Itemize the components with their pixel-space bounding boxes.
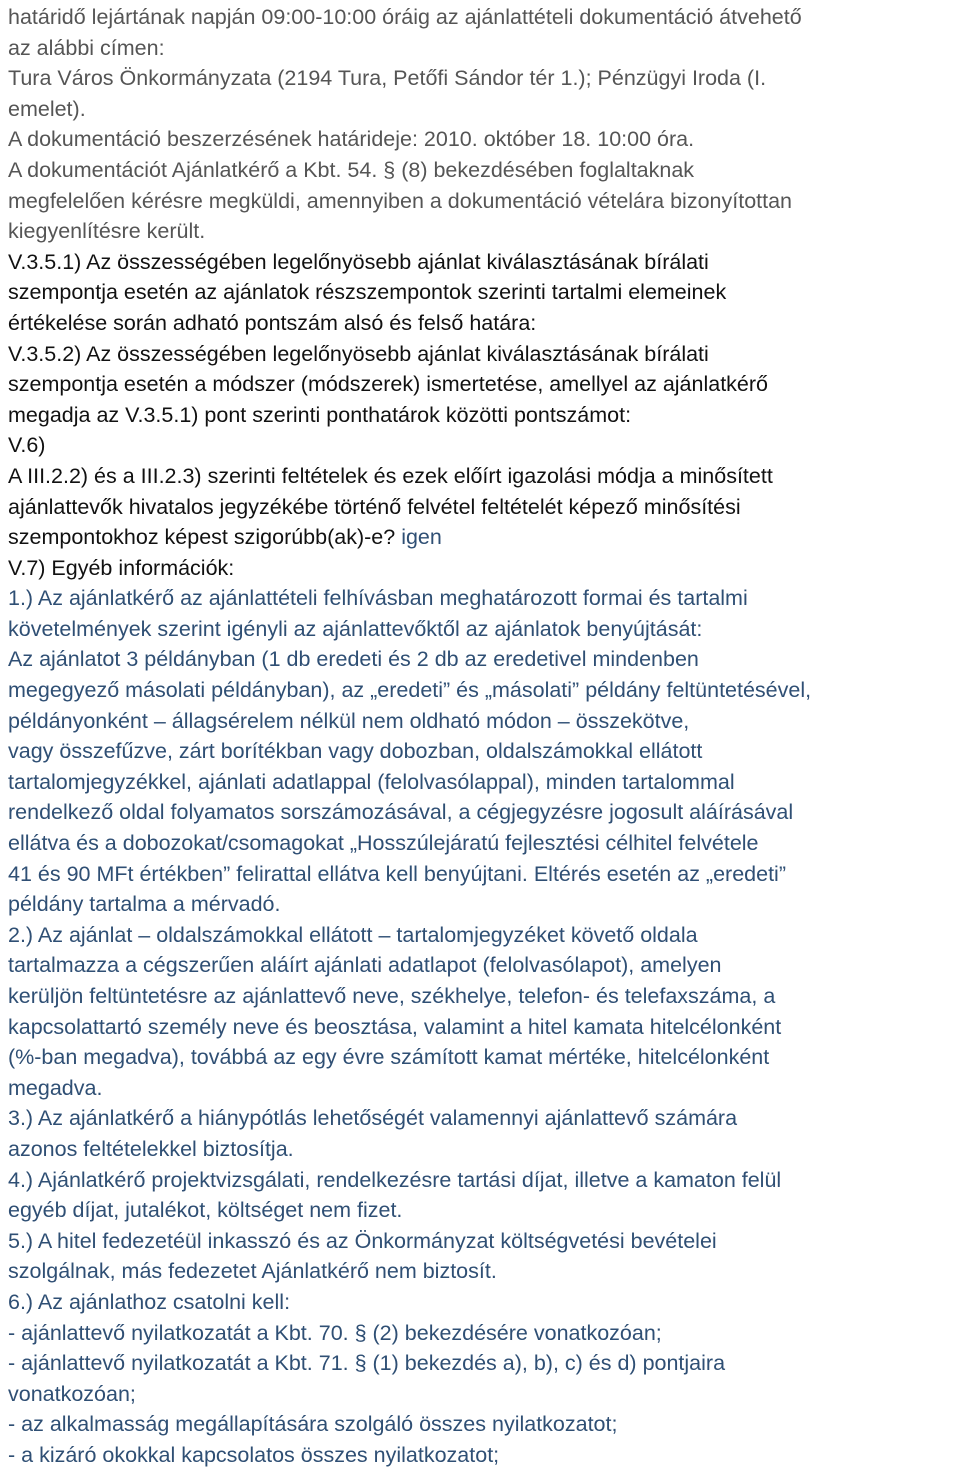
document-line [8, 1287, 952, 1318]
document-line [8, 1103, 952, 1134]
line-text: rendelkező oldal folyamatos sorszámozásával, a cégjegyzésre jogosult aláírásával [8, 800, 794, 825]
line-text: Az ajánlatot 3 példányban (1 db eredeti és 2 db az eredetivel mindenben [8, 647, 699, 672]
line-text: tartalomjegyzékkel, ajánlati adatlappal (felolvasólappal), minden tartalommal [8, 769, 735, 794]
document-line [8, 1379, 952, 1410]
answer-value: igen [401, 525, 442, 550]
line-text: szempontja esetén a módszer (módszerek) ismertetése, amellyel az ajánlatkérő [8, 372, 768, 397]
document-line [8, 247, 952, 278]
line-text: kapcsolattartó személy neve és beosztása, valamint a hitel kamata hitelcélonként [8, 1014, 782, 1039]
line-text: tartalmazza a cégszerűen aláírt ajánlati adatlapot (felolvasólapot), amelyen [8, 953, 722, 978]
line-text: 2.) Az ajánlat – oldalszámokkal ellátott – tartalomjegyzéket követő oldala [8, 922, 698, 947]
document-line [8, 522, 952, 553]
document-line [8, 63, 952, 94]
document-line [8, 430, 952, 461]
document-line [8, 1134, 952, 1165]
document-line [8, 859, 952, 890]
line-text: ellátva és a dobozokat/csomagokat „Hosszúlejáratú fejlesztési célhitel felvétele [8, 831, 759, 856]
document-line [8, 186, 952, 217]
document-line [8, 492, 952, 523]
line-text: szolgálnak, más fedezetet Ajánlatkérő nem biztosít. [8, 1259, 497, 1284]
line-text: vagy összefűzve, zárt borítékban vagy dobozban, oldalszámokkal ellátott [8, 739, 703, 764]
document-line [8, 675, 952, 706]
line-text: 6.) Az ajánlathoz csatolni kell: [8, 1289, 291, 1314]
line-text: Tura Város Önkormányzata (2194 Tura, Petőfi Sándor tér 1.); Pénzügyi Iroda (I. [8, 66, 767, 91]
line-text: - ajánlattevő nyilatkozatát a Kbt. 71. § (1) bekezdés a), b), c) és d) pontjaira [8, 1351, 726, 1376]
line-text: A dokumentáció beszerzésének határideje: 2010. október 18. 10:00 óra. [8, 127, 695, 152]
line-text: azonos feltételekkel biztosítja. [8, 1136, 294, 1161]
line-text: emelet). [8, 96, 86, 121]
line-text: ajánlattevők hivatalos jegyzékébe történő felvétel feltételét képező minősítési [8, 494, 741, 519]
document-line [8, 1409, 952, 1440]
document-line [8, 553, 952, 584]
line-text: megegyező másolati példányban), az „eredeti” és „másolati” példány feltüntetésével, [8, 678, 812, 703]
document-line [8, 1348, 952, 1379]
line-text: 3.) Az ajánlatkérő a hiánypótlás lehetőségét valamennyi ajánlattevő számára [8, 1106, 738, 1131]
line-text: az alábbi címen: [8, 35, 165, 60]
line-text: V.7) Egyéb információk: [8, 555, 235, 580]
line-text: egyéb díjat, jutalékot, költséget nem fizet. [8, 1198, 403, 1223]
line-text: határidő lejártának napján 09:00-10:00 óráig az ajánlattételi dokumentáció átvehető [8, 5, 802, 29]
line-text: követelmények szerint igényli az ajánlattevőktől az ajánlatok benyújtását: [8, 616, 703, 641]
line-text: példányonként – állagsérelem nélkül nem oldható módon – összekötve, [8, 708, 690, 733]
line-text: 5.) A hitel fedezetéül inkasszó és az Önkormányzat költségvetési bevételei [8, 1228, 717, 1253]
line-text: kiegyenlítésre került. [8, 219, 206, 244]
line-text: - az alkalmasság megállapítására szolgáló összes nyilatkozatot; [8, 1412, 618, 1437]
line-text: szempontokhoz képest szigorúbb(ak)-e? [8, 525, 402, 550]
line-text: megadva. [8, 1075, 103, 1100]
document-line [8, 400, 952, 431]
document-line [8, 736, 952, 767]
line-text: megfelelően kérésre megküldi, amennyiben a dokumentáció vételára bizonyítottan [8, 188, 793, 213]
line-text: - a kizáró okokkal kapcsolatos összes nyilatkozatot; [8, 1442, 500, 1467]
line-text: 41 és 90 MFt értékben” felirattal ellátva kell benyújtani. Eltérés esetén az „eredeti” [8, 861, 786, 886]
document-line [8, 981, 952, 1012]
document-line [8, 1042, 952, 1073]
document-line [8, 920, 952, 951]
document-line [8, 369, 952, 400]
line-text: V.3.5.1) Az összességében legelőnyösebb ajánlat kiválasztásának bírálati [8, 249, 709, 274]
line-text: V.3.5.2) Az összességében legelőnyösebb ajánlat kiválasztásának bírálati [8, 341, 709, 366]
document-line [8, 308, 952, 339]
line-text: A dokumentációt Ajánlatkérő a Kbt. 54. § (8) bekezdésében foglaltaknak [8, 157, 695, 182]
document-line [8, 33, 952, 64]
document-line [8, 1318, 952, 1349]
document-line [8, 461, 952, 492]
document-line [8, 1195, 952, 1226]
document-line [8, 644, 952, 675]
line-text: A III.2.2) és a III.2.3) szerinti feltételek és ezek előírt igazolási módja a minősített [8, 463, 773, 488]
document-line [8, 155, 952, 186]
document-line [8, 767, 952, 798]
document-line [8, 583, 952, 614]
document-line [8, 706, 952, 737]
document-line [8, 277, 952, 308]
line-text: megadja az V.3.5.1) pont szerinti ponthatárok közötti pontszámot: [8, 402, 632, 427]
line-text: vonatkozóan; [8, 1381, 136, 1406]
document-line [8, 216, 952, 247]
document-line [8, 339, 952, 370]
document-line [8, 1226, 952, 1257]
document-line [8, 1256, 952, 1287]
line-text: V.6) [8, 433, 46, 458]
document-line [8, 1012, 952, 1043]
line-text: példány tartalma a mérvadó. [8, 892, 281, 917]
document-line [8, 1073, 952, 1104]
document-line [8, 950, 952, 981]
document-line [8, 828, 952, 859]
line-text: (%-ban megadva), továbbá az egy évre számított kamat mértéke, hitelcélonként [8, 1045, 770, 1070]
document-line [8, 1165, 952, 1196]
line-text: 1.) Az ajánlatkérő az ajánlattételi felhívásban meghatározott formai és tartalmi [8, 586, 748, 611]
line-text: szempontja esetén az ajánlatok részszempontok szerinti tartalmi elemeinek [8, 280, 727, 305]
document-line [8, 2, 952, 33]
line-text: 4.) Ajánlatkérő projektvizsgálati, rendelkezésre tartási díjat, illetve a kamaton felül [8, 1167, 782, 1192]
line-text: kerüljön feltüntetésre az ajánlattevő neve, székhelye, telefon- és telefaxszáma, a [8, 984, 776, 1008]
line-text: értékelése során adható pontszám alsó és felső határa: [8, 310, 537, 335]
document-line [8, 797, 952, 828]
document-line [8, 94, 952, 125]
document-line [8, 1440, 952, 1471]
document-line [8, 889, 952, 920]
document-line [8, 614, 952, 645]
document-line [8, 124, 952, 155]
line-text: - ajánlattevő nyilatkozatát a Kbt. 70. § (2) bekezdésére vonatkozóan; [8, 1320, 662, 1345]
